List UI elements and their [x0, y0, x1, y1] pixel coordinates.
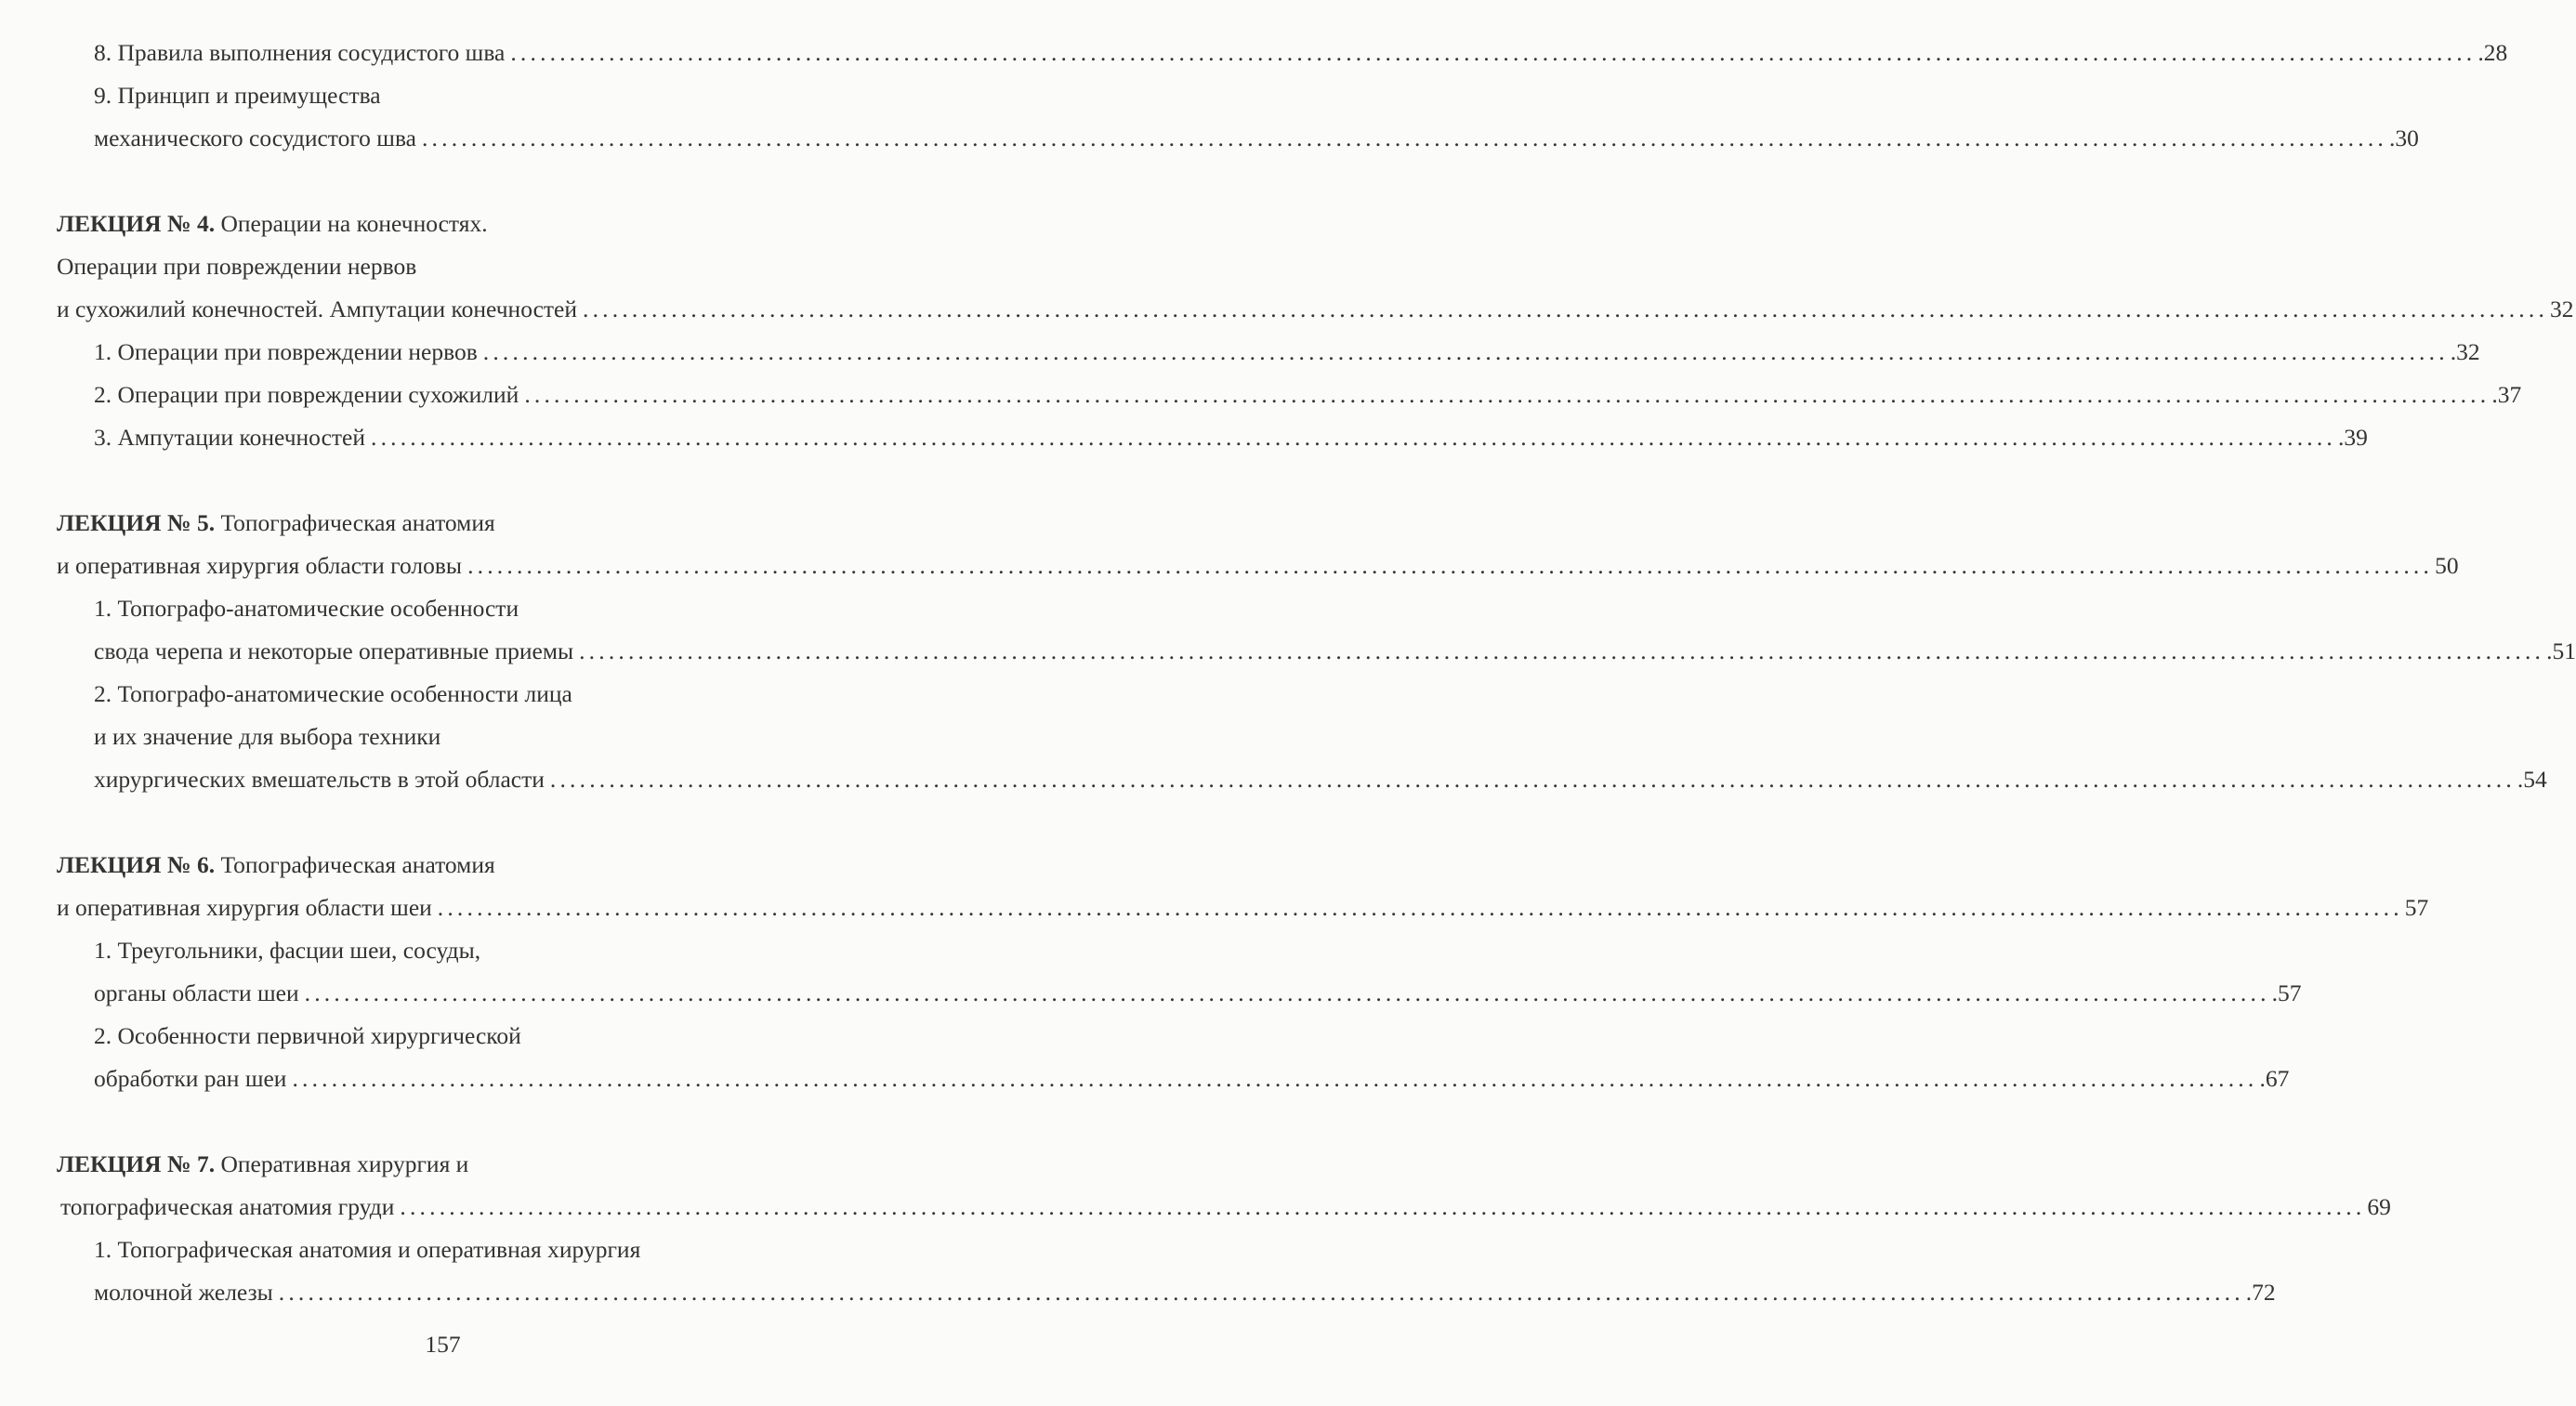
toc-entry-title: 2. Топографо-анатомические особенности лица [94, 680, 572, 707]
toc-entry [94, 1279, 2276, 1307]
toc-entry [94, 39, 2508, 67]
dot-leader: ........................................................................................................................................................................................................ [482, 338, 2449, 365]
dot-leader: ........................................................................................................................................................................................................ [371, 424, 2336, 451]
toc-entry-title: 1. Треугольники, фасции шеи, сосуды, [94, 937, 481, 964]
toc-entry-line [94, 937, 480, 965]
toc-entry-title: 3. Ампутации конечностей [94, 424, 365, 451]
lecture-number: ЛЕКЦИЯ № 5. [57, 509, 216, 536]
toc-page-number: .51 [2546, 637, 2576, 664]
lecture-heading [57, 210, 488, 238]
toc-entry-line [94, 723, 440, 751]
dot-leader: ........................................................................................................................................................................................................ [421, 125, 2387, 151]
lecture-number: ЛЕКЦИЯ № 6. [57, 851, 216, 878]
toc-entry-title: 1. Топографо-анатомические особенности [94, 595, 519, 622]
toc-entry [60, 1193, 2391, 1221]
toc-page-number: .39 [2338, 424, 2368, 451]
toc-entry-title: 1. Топографическая анатомия и оперативная хирургия [94, 1236, 641, 1263]
dot-leader: ........................................................................................................................................................................................................ [579, 637, 2545, 664]
dot-leader: ........................................................................................................................................................................................................ [524, 381, 2491, 408]
toc-page-number: 50 [2435, 552, 2459, 579]
toc-entry-title: и сухожилий конечностей. Ампутации конечностей [57, 296, 578, 322]
dot-leader: ........................................................................................................................................................................................................ [292, 1065, 2258, 1092]
dot-leader: ........................................................................................................................................................................................................ [400, 1193, 2366, 1220]
toc-entry [94, 766, 2547, 794]
toc-page-number: .37 [2491, 381, 2522, 408]
toc-entry-title: и оперативная хирургия области шеи [57, 894, 432, 921]
toc-entry-line [57, 253, 416, 281]
dot-leader: ........................................................................................................................................................................................................ [583, 296, 2549, 322]
toc-page-number: .30 [2388, 125, 2419, 151]
toc-entry-title: 2. Операции при повреждении сухожилий [94, 381, 519, 408]
toc-entry [57, 894, 2429, 922]
lecture-heading [57, 851, 495, 879]
dot-leader: ........................................................................................................................................................................................................ [510, 39, 2477, 66]
toc-entry [94, 424, 2368, 452]
toc-page-number: .67 [2259, 1065, 2290, 1092]
dot-leader: ........................................................................................................................................................................................................ [278, 1279, 2244, 1306]
toc-entry-title: топографическая анатомия груди [60, 1193, 395, 1220]
toc-page-number: .28 [2477, 39, 2508, 66]
dot-leader: ........................................................................................................................................................................................................ [549, 766, 2516, 793]
toc-entry-title: 2. Особенности первичной хирургической [94, 1022, 521, 1049]
lecture-heading [57, 1150, 468, 1178]
toc-entry [94, 637, 2576, 665]
lecture-title: Топографическая анатомия [215, 851, 495, 878]
page-number: 157 [425, 1331, 461, 1358]
toc-entry-line [94, 680, 572, 708]
dot-leader: ........................................................................................................................................................................................................ [437, 894, 2403, 921]
toc-entry-title: и оперативная хирургия области головы [57, 552, 463, 579]
toc-page-number: .32 [2450, 338, 2480, 365]
toc-entry-title: органы области шеи [94, 979, 299, 1006]
toc-entry-title: и их значение для выбора техники [94, 723, 441, 750]
toc-entry [94, 338, 2480, 366]
toc-entry-line [94, 595, 519, 623]
toc-page-number: 57 [2404, 894, 2429, 921]
toc-entry-title: обработки ран шеи [94, 1065, 287, 1092]
toc-entry [57, 296, 2574, 323]
toc-entry [94, 381, 2522, 409]
lecture-number: ЛЕКЦИЯ № 7. [57, 1150, 216, 1177]
toc-entry-line [94, 82, 381, 110]
lecture-heading [57, 509, 495, 537]
toc-entry [94, 125, 2419, 152]
toc-entry-title: 9. Принцип и преимущества [94, 82, 381, 109]
toc-entry-title: свода черепа и некоторые оперативные приемы [94, 637, 574, 664]
toc-entry-line [94, 1022, 521, 1050]
toc-entry [57, 552, 2459, 580]
toc-page-number: .54 [2517, 766, 2547, 793]
lecture-title: Операции на конечностях. [215, 210, 488, 237]
toc-page-number: .72 [2245, 1279, 2276, 1306]
toc-entry-title: хирургических вмешательств в этой области [94, 766, 545, 793]
dot-leader: ........................................................................................................................................................................................................ [304, 979, 2270, 1006]
toc-entry-line [94, 1236, 640, 1264]
toc-entry-title: 1. Операции при повреждении нервов [94, 338, 478, 365]
toc-entry [94, 1065, 2290, 1093]
toc-page-number: 32 [2550, 296, 2574, 322]
toc-page-number: 69 [2367, 1193, 2391, 1220]
toc-entry-title: молочной железы [94, 1279, 273, 1306]
toc-entry-title: Операции при повреждении нервов [57, 253, 417, 280]
lecture-number: ЛЕКЦИЯ № 4. [57, 210, 216, 237]
lecture-title: Оперативная хирургия и [215, 1150, 469, 1177]
lecture-title: Топографическая анатомия [215, 509, 495, 536]
toc-entry-title: 8. Правила выполнения сосудистого шва [94, 39, 506, 66]
toc-entry [94, 979, 2302, 1007]
dot-leader: ........................................................................................................................................................................................................ [467, 552, 2434, 579]
toc-entry-title: механического сосудистого шва [94, 125, 416, 151]
toc-page-number: .57 [2271, 979, 2302, 1006]
